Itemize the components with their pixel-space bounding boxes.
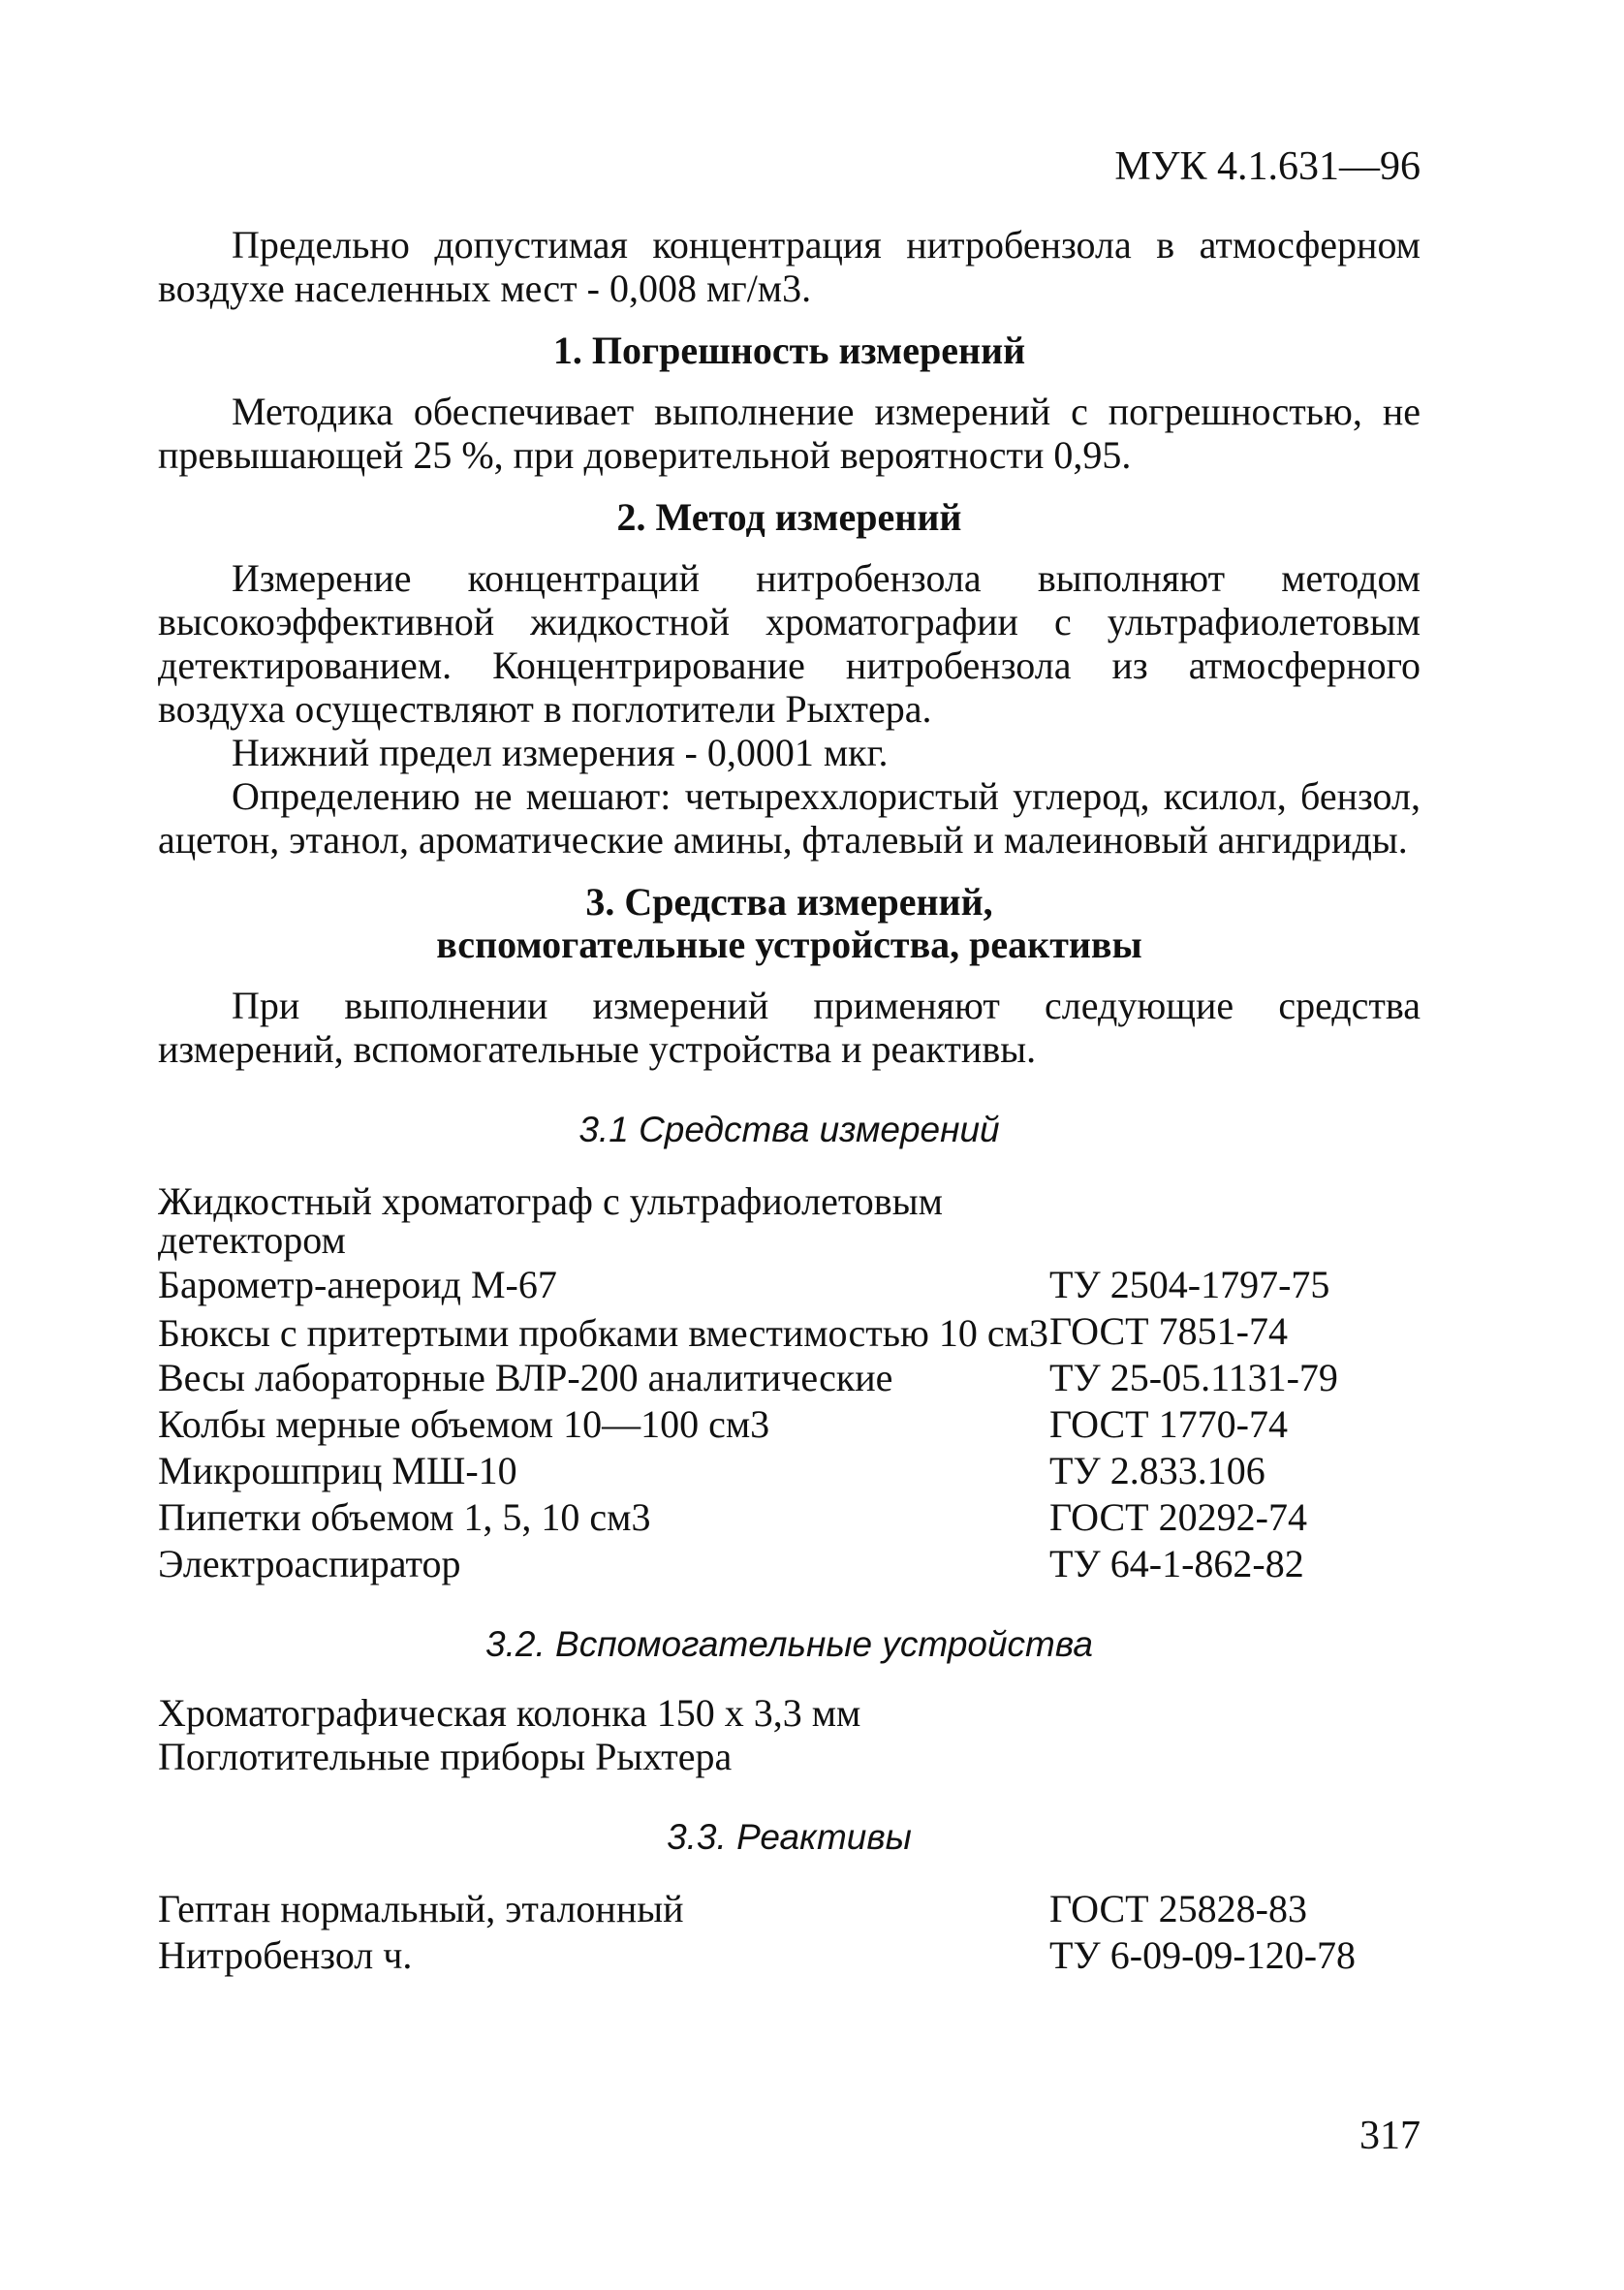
instruments-list [158,1176,1421,1585]
section-3-text: При выполнении измерений применяют следующие средства измерений, вспомогательные устройства и реактивы. [158,984,1421,1071]
document-code: МУК 4.1.631—96 [1114,144,1421,189]
list-item [158,1306,1421,1353]
item-standard: ТУ 25-05.1131-79 [1049,1356,1338,1399]
instruments-title: 3.1 Средства измерений [578,1110,1000,1149]
item-name: Микрошприц МШ-10 [158,1449,517,1492]
section-3-title-line-2: вспомогательные устройства, реактивы [436,923,1142,966]
item-name: Барометр-анероид М-67 [158,1263,557,1306]
item-standard: ТУ 64-1-862-82 [1049,1542,1304,1585]
auxiliary-item: Хроматографическая колонка 150 х 3,3 мм [158,1691,861,1735]
list-item [158,1884,1421,1930]
intro-paragraph: Предельно допустимая концентрация нитробензола в атмосферном воздухе населенных мест - 0,008 мг/м3. [158,223,1421,310]
item-name: Бюксы с притертыми пробками вместимостью 10 см3 [158,1311,1048,1355]
document-page [158,145,1421,1977]
item-name: Весы лабораторные ВЛР-200 аналитические [158,1356,893,1399]
item-name: Колбы мерные объемом 10—100 см3 [158,1402,770,1446]
section-2-title: 2. Метод измерений [616,495,962,539]
item-standard: ГОСТ 25828-83 [1049,1887,1307,1930]
item-name: Электроаспиратор [158,1542,461,1585]
item-standard [1049,1176,1421,1260]
auxiliary-title: 3.2. Вспомогательные устройства [485,1624,1093,1664]
list-item [158,1539,1421,1585]
item-standard: ГОСТ 7851-74 [1049,1309,1288,1353]
list-item [158,1353,1421,1399]
auxiliary-item: Поглотительные приборы Рыхтера [158,1735,733,1778]
section-1-title: 1. Погрешность измерений [552,329,1026,372]
section-2-paragraph-2: Нижний предел измерения - 0,0001 мкг. [232,731,889,774]
list-item [158,1930,1421,1977]
list-item [158,1446,1421,1492]
page-number: 317 [1359,2114,1421,2158]
section-3-title [158,881,1421,966]
list-item [158,1260,1421,1306]
item-name: Жидкостный хроматограф с ультрафиолетовым детектором [158,1179,943,1262]
item-standard: ГОСТ 20292-74 [1049,1495,1307,1539]
section-2-paragraph-3: Определению не мешают: четыреххлористый углерод, ксилол, бензол, ацетон, этанол, ароматические амины, фталевый и малеиновый ангидриды. [158,774,1421,862]
section-3-title-line-1: 3. Средства измерений, [585,880,993,924]
item-standard: ТУ 2504-1797-75 [1049,1263,1330,1306]
item-standard: ТУ 2.833.106 [1049,1449,1265,1492]
section-1-text: Методика обеспечивает выполнение измерений с погрешностью, не превышающей 25 %, при доверительной вероятности 0,95. [158,390,1421,477]
item-name: Нитробензол ч. [158,1933,413,1977]
section-2-paragraph-1: Измерение концентраций нитробензола выполняют методом высокоэффективной жидкостной хроматографии с ультрафиолетовым детектированием. Концентрирование нитробензола из атмосферного воздуха осуществляют в поглотители Рыхтера. [158,556,1421,731]
list-item [158,1492,1421,1539]
list-item [158,1176,1421,1260]
item-standard: ГОСТ 1770-74 [1049,1402,1288,1446]
item-standard: ТУ 6-09-09-120-78 [1049,1933,1357,1977]
list-item [158,1399,1421,1446]
reagents-list [158,1884,1421,1977]
item-name: Гептан нормальный, эталонный [158,1887,684,1930]
item-name: Пипетки объемом 1, 5, 10 см3 [158,1495,651,1539]
reagents-title: 3.3. Реактивы [667,1817,912,1857]
